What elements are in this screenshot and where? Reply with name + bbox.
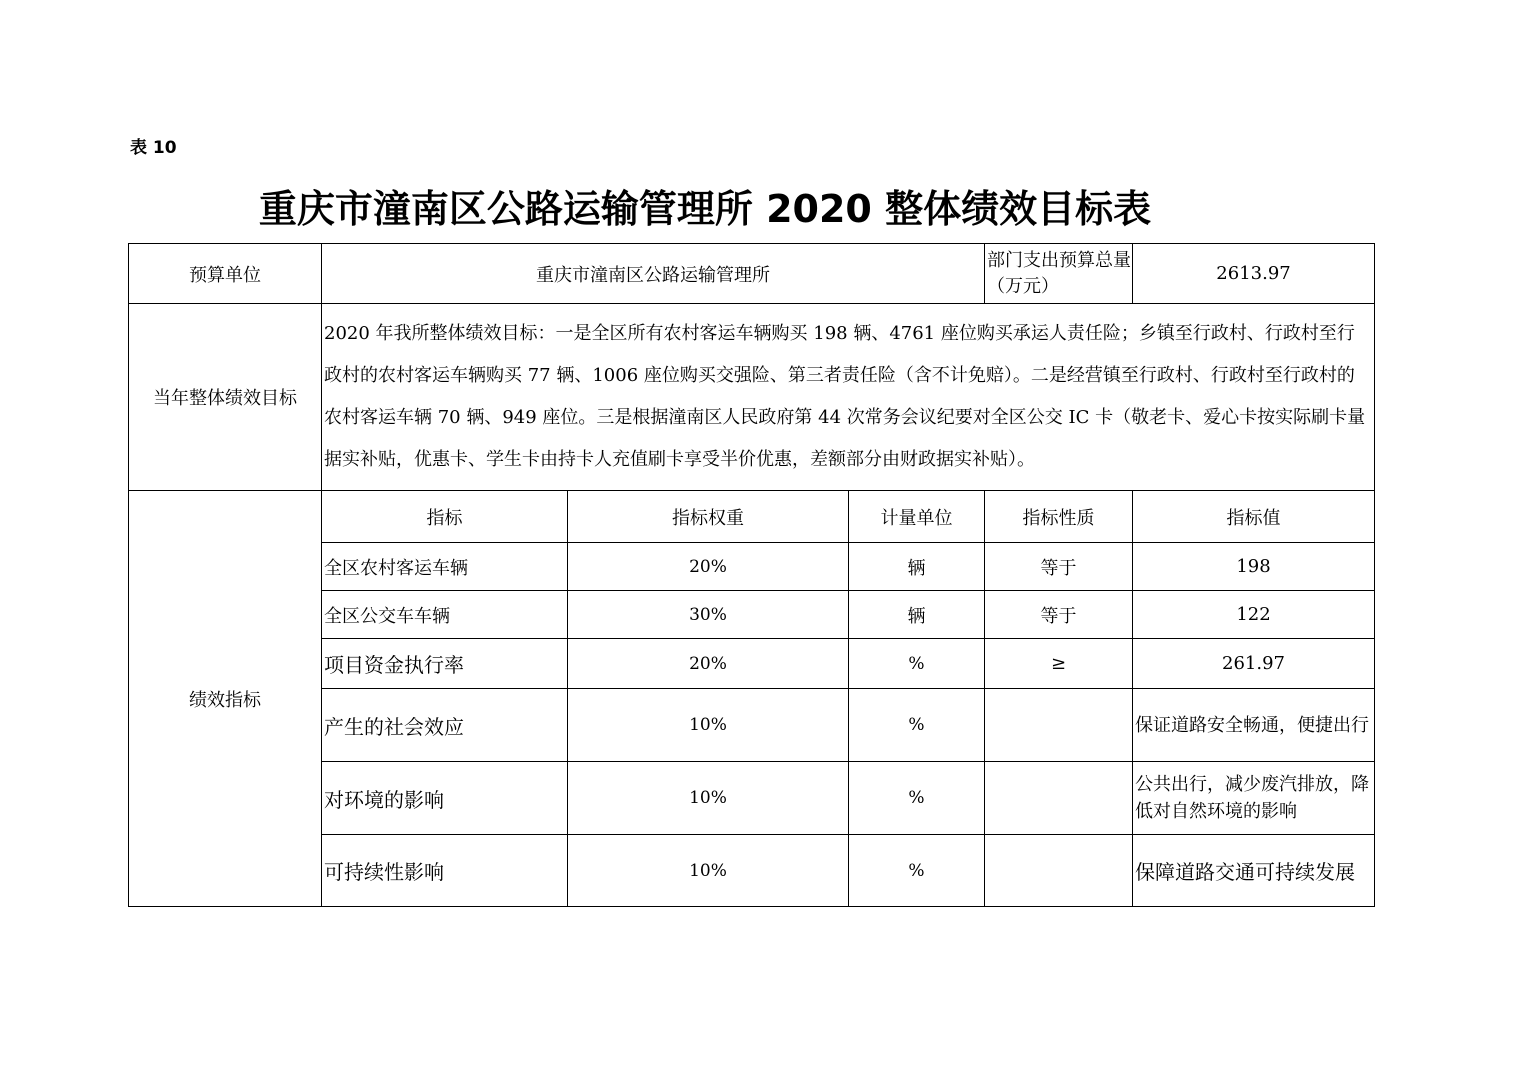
indicator-nature — [985, 689, 1133, 762]
annual-goal-label: 当年整体绩效目标 — [129, 304, 322, 491]
table-number: 表 10 — [130, 138, 177, 158]
indicator-weight: 30% — [568, 591, 849, 639]
indicator-value: 198 — [1133, 543, 1375, 591]
budget-row — [129, 244, 1375, 304]
header-value: 指标值 — [1133, 491, 1375, 543]
indicator-value: 保障道路交通可持续发展 — [1133, 835, 1375, 907]
header-unit: 计量单位 — [849, 491, 985, 543]
indicator-value: 公共出行，减少废汽排放，降低对自然环境的影响 — [1133, 762, 1375, 835]
indicators-label: 绩效指标 — [129, 491, 322, 907]
indicator-name: 全区农村客运车辆 — [322, 543, 568, 591]
indicator-header-row — [129, 491, 1375, 543]
indicator-unit: 辆 — [849, 543, 985, 591]
budget-total-label: 部门支出预算总量（万元） — [985, 244, 1133, 304]
indicator-unit: % — [849, 639, 985, 689]
page-title: 重庆市潼南区公路运输管理所 2020 整体绩效目标表 — [258, 187, 1152, 231]
indicator-weight: 10% — [568, 835, 849, 907]
indicator-nature: 等于 — [985, 591, 1133, 639]
indicator-name: 项目资金执行率 — [322, 639, 568, 689]
indicator-value: 122 — [1133, 591, 1375, 639]
indicator-weight: 20% — [568, 639, 849, 689]
indicator-weight: 20% — [568, 543, 849, 591]
indicator-name: 可持续性影响 — [322, 835, 568, 907]
indicator-unit: % — [849, 835, 985, 907]
performance-table — [128, 243, 1375, 907]
budget-unit-label: 预算单位 — [129, 244, 322, 304]
header-weight: 指标权重 — [568, 491, 849, 543]
indicator-weight: 10% — [568, 762, 849, 835]
budget-total-value: 2613.97 — [1133, 244, 1375, 304]
indicator-nature: ≥ — [985, 639, 1133, 689]
indicator-unit: 辆 — [849, 591, 985, 639]
indicator-unit: % — [849, 689, 985, 762]
annual-goal-text: 2020 年我所整体绩效目标：一是全区所有农村客运车辆购买 198 辆、4761 座位购买承运人责任险；乡镇至行政村、行政村至行政村的农村客运车辆购买 77 辆、1006 座位购买交强险、第三者责任险（含不计免赔）。二是经营镇至行政村、行政村至行政村的农村客运车辆 70 辆、949 座位。三是根据潼南区人民政府第 44 次常务会议纪要对全区公交 IC 卡（敬老卡、爱心卡按实际刷卡量据实补贴，优惠卡、学生卡由持卡人充值刷卡享受半价优惠，差额部分由财政据实补贴）。 — [322, 304, 1375, 491]
indicator-nature: 等于 — [985, 543, 1133, 591]
indicator-weight: 10% — [568, 689, 849, 762]
indicator-value: 保证道路安全畅通，便捷出行 — [1133, 689, 1375, 762]
indicator-name: 全区公交车车辆 — [322, 591, 568, 639]
annual-goal-row — [129, 304, 1375, 491]
indicator-name: 产生的社会效应 — [322, 689, 568, 762]
budget-unit-value: 重庆市潼南区公路运输管理所 — [322, 244, 985, 304]
indicator-unit: % — [849, 762, 985, 835]
indicator-nature — [985, 762, 1133, 835]
header-nature: 指标性质 — [985, 491, 1133, 543]
indicator-nature — [985, 835, 1133, 907]
indicator-value: 261.97 — [1133, 639, 1375, 689]
header-indicator: 指标 — [322, 491, 568, 543]
indicator-name: 对环境的影响 — [322, 762, 568, 835]
